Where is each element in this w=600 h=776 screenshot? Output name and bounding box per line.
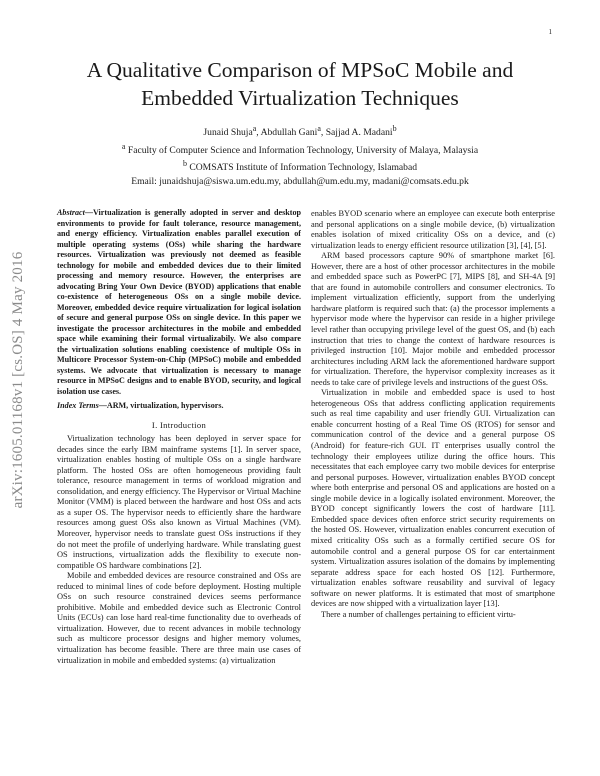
- right-column: [311, 209, 555, 620]
- abstract: Abstract—Virtualization is generally adopted in server and desktop environments to provide for fault tolerance, resource management, and energy efficiency. Virtualization enables parallel execution of multiple operating systems (OSs) while sharing the hardware resources. Virtualization was previously not deemed as feasible technology for mobile and embedded devices due to their limited processing and memory resource. However, the enterprises are advocating Bring Your Own Device (BYOD) applications that enable co-existence of heterogeneous OSs on a single mobile device. Moreover, embedded device require virtualization for logical isolation of secure and general purpose OSs on single device. In this paper we investigate the processor architectures in the mobile and embedded space while examining their formal virtualizabily. We also compare the virtualization solutions enabling coexistence of multiple OSs in Multicore Processor System-on-Chip (MPSoC) mobile and embedded systems. We advocate that virtualization is necessary to manage resource in MPSoC designs and to enable BYOD, security, and logical isolation use cases.: [57, 208, 301, 396]
- paragraph: enables BYOD scenario where an employee can execute both enterprise and personal applications on a single mobile device, (b) virtualization enables isolation of mixed criticality OSs on a device, and (c) virtualization leads to energy efficient resource utilization [3], [4], [5].: [311, 209, 555, 250]
- section-heading-introduction: I. Introduction: [151, 419, 207, 430]
- title-line-1: A Qualitative Comparison of MPSoC Mobile and: [86, 58, 514, 82]
- page-number: 1: [548, 28, 552, 36]
- paragraph: Virtualization technology has been deployed in server space for decades since the early IBM mainframe systems [1]. In server space, virtualization enables hosting of multiple OSs on a single hardware platform. The hosted OSs are often homogeneous providing fault tolerance, resource management in terms of workload migration and consolidation, and energy efficiency. The Hypervisor or Virtual Machine Monitor (VMM) is placed between the hardware and host OSs and acts as a super OS. The hypervisor needs to efficiently share the hardware resources among guest OSs also known as Virtual Machines (VM). Moreover, hypervisor needs to translate guest OSs instructions if they do not meet the profile of underlying hardware. While translating guest OS instructions, virtualization adds the flexibility to execute non-compatible OS hardware combinations [2].: [57, 434, 301, 570]
- arxiv-stamp: arXiv:1605.01168v1 [cs.OS] 4 May 2016: [10, 251, 26, 509]
- paper-title: [40, 56, 560, 112]
- title-line-2: Embedded Virtualization Techniques: [141, 86, 459, 110]
- paragraph: ARM based processors capture 90% of smartphone market [6]. However, there are a host of other processor architectures in the mobile and embedded space such as PowerPC [7], MIPS [8], and SH-4A [9] that are found in automobile controllers and consumer electronics. To implement virtualization efficiently, support from the underlying hardware platform is required such that: (a) the processor implements a hypervisor mode where the hypervisor can reside in a higher privilege level rather than occupying privilege level of the guest OS, and (b) each instruction that tries to change the context of hardware resources is privileged instruction [10]. Major mobile and embedded processor architectures including ARM lack the aforementioned hardware support for virtualization. Therefore, the hypervisor complexity increases as it needs to take care of privilege levels and instructions of the guest OSs.: [311, 251, 555, 387]
- email-line: Email: junaidshuja@siswa.um.edu.my, abdullah@um.edu.my, madani@comsats.edu.pk: [131, 176, 469, 188]
- authors: Junaid Shuja$^a$, Abdullah Gani$^a$, Sajjad A. Madani$^b$: [203, 124, 397, 139]
- left-column: [57, 208, 301, 666]
- paragraph: Virtualization in mobile and embedded space is used to host heterogeneous OSs that address conflicting application requirements such as real time capability and user friendly GUI. Virtualization can enable concurrent hosting of a Real Time OS (RTOS) for sensor and communication control of the device and a general purpose OS (Android) for feature-rich GUI. IT enterprises usually control the technology their employees utilize during the office hours. This necessitates that each employee carry two mobile devices for enterprise and personal purposes. However, virtualization enables BYOD concept where both enterprise and personal OS and applications are hosted on a single mobile device in a logically isolated environment. Moreover, the BYOD concept significantly lowers the cost of hardware [11]. Embedded space devices often enforce strict security requirements on the hosted OS. However, virtualization enables concurrent execution of mixed criticality OSs such as a formally certified secure OS for automobile control and a general purpose OS for car entertainment system. Virtualization assures isolation of the domains by implementing separate address space for each hosted OS [12]. Furthermore, virtualization enables software reusability and survival of legacy software on newer platforms. It is estimated that most of smartphone devices are now shipped with a virtualization layer [13].: [311, 388, 555, 609]
- author-block: [40, 122, 560, 189]
- paragraph: There a number of challenges pertaining to efficient virtu-: [321, 609, 516, 619]
- affiliation-b: $^b$ COMSATS Institute of Information Technology, Islamabad: [182, 159, 418, 174]
- paragraph: Mobile and embedded devices are resource constrained and OSs are reduced to minimal lines of code before deployment. Hosting multiple OSs on such resource constrained devices seems performance prohibitive. Mobile and embedded device such as Electronic Control Units (ECUs) can lose hard real-time functionality due to overheads of virtualization. However, due to recent advances in mobile technology such as multicore processor designs and higher memory volumes, virtualization has become feasible. There are three main use cases of virtualization in mobile and embedded systems: (a) virtualization: [57, 571, 301, 665]
- affiliation-a: $^a$ Faculty of Computer Science and Information Technology, University of Malaya, Malaysia: [121, 141, 479, 156]
- index-terms: Index Terms—ARM, virtualization, hypervisors.: [57, 401, 224, 410]
